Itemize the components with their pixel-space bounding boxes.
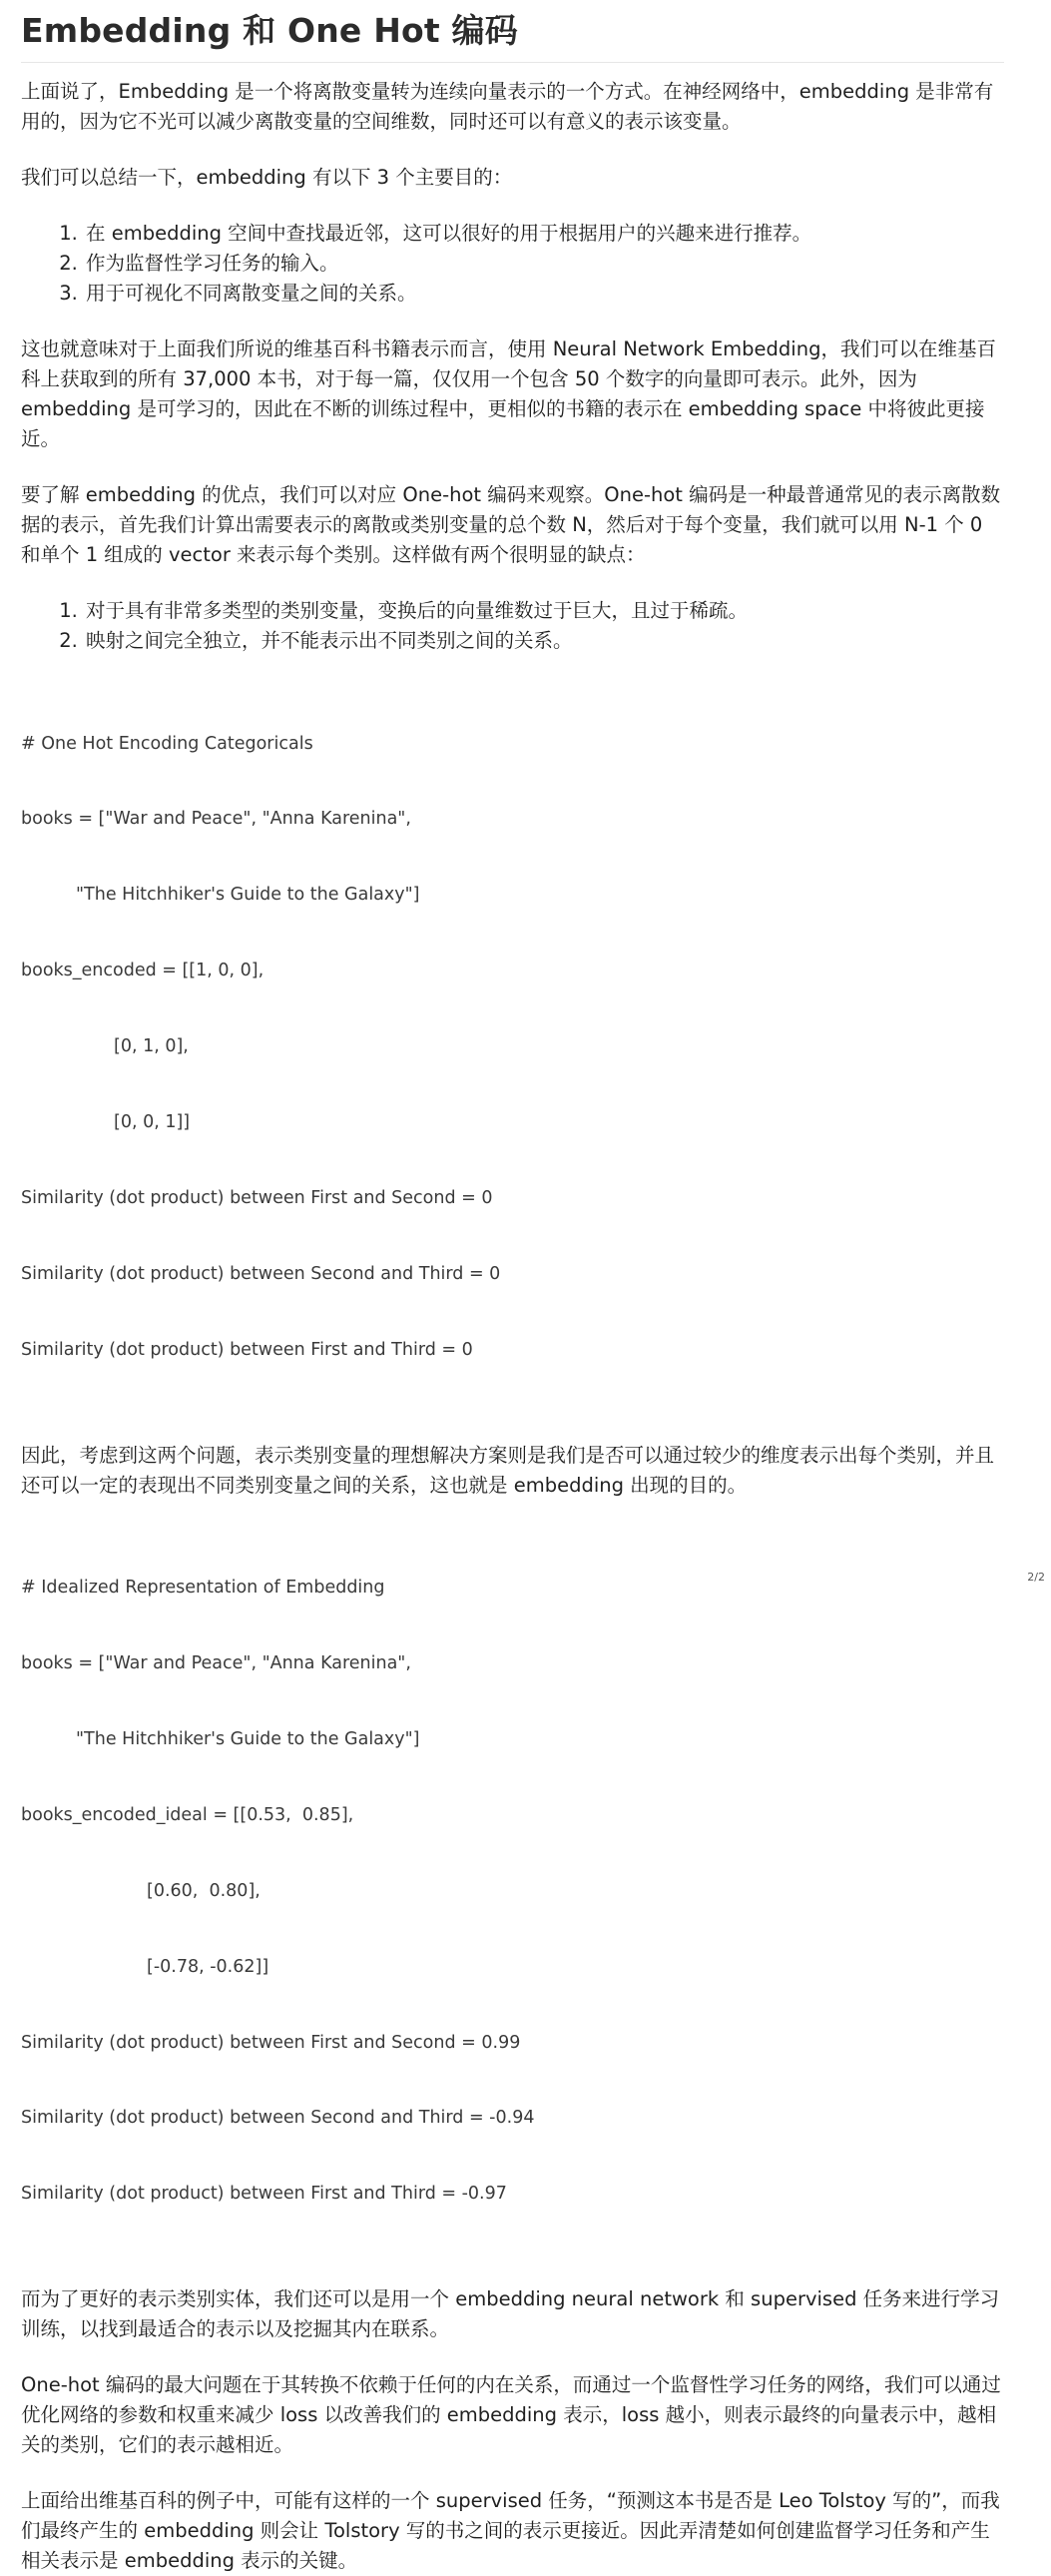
list-item: 1. 对于具有非常多类型的类别变量，变换后的向量维数过于巨大，且过于稀疏。 [84, 596, 1004, 626]
list-item: 2. 映射之间完全独立，并不能表示出不同类别之间的关系。 [84, 626, 1004, 656]
purpose-list [21, 219, 1004, 309]
tolstoy-paragraph: 上面给出维基百科的例子中，可能有这样的一个 supervised 任务，“预测这本书是否是 Leo Tolstoy 写的”，而我们最终产生的 embedding 则会让 Tolstory 写的书之间的表示更接近。因此弄清楚如何创建监督学习任务和产生相关表示是 embedding 表示的关键。 [21, 2489, 1000, 2573]
drawback-list [21, 596, 1004, 656]
optimization-paragraph: One-hot 编码的最大问题在于其转换不依赖于任何的内在关系，而通过一个监督性学习任务的网络，我们可以通过优化网络的参数和权重来减少 loss 以改善我们的 embedding 表示，loss 越小，则表示最终的向量表示中，越相关的类别，它们的表示越相近。 [21, 2373, 1001, 2457]
article [21, 0, 1004, 2576]
intro-paragraph: 上面说了，Embedding 是一个将离散变量转为连续向量表示的一个方式。在神经网络中，embedding 是非常有用的，因为它不光可以减少离散变量的空间维数，同时还可以有意义的表示该变量。 [21, 80, 994, 133]
wikipedia-paragraph: 这也就意味对于上面我们所说的维基百科书籍表示而言，使用 Neural Network Embedding，我们可以在维基百科上获取到的所有 37,000 本书，对于每一篇，仅仅用一个包含 50 个数字的向量即可表示。此外，因为 embedding 是可学习的，因此在不断的训练过程中，更相似的书籍的表示在 embedding space 中将彼此更接近。 [21, 337, 996, 450]
code-line: Similarity (dot product) between First and Third = 0 [21, 1339, 473, 1360]
summary-paragraph: 我们可以总结一下，embedding 有以下 3 个主要目的： [21, 166, 513, 189]
code-block-embedding [21, 1526, 1004, 2258]
code-block-onehot [21, 681, 1004, 1414]
code-line: books = ["War and Peace", "Anna Karenina", [21, 1653, 411, 1674]
page-title: Embedding 和 One Hot 编码 [21, 0, 1004, 63]
code-line: [-0.78, -0.62]] [147, 1956, 269, 1977]
code-line: Similarity (dot product) between First and Second = 0.99 [21, 2032, 521, 2053]
code-comment: # Idealized Representation of Embedding [21, 1578, 385, 1599]
list-item: 3. 用于可视化不同离散变量之间的关系。 [84, 279, 1004, 309]
list-item: 2. 作为监督性学习任务的输入。 [84, 249, 1004, 279]
onehot-paragraph: 要了解 embedding 的优点，我们可以对应 One-hot 编码来观察。One-hot 编码是一种最普通常见的表示离散数据的表示，首先我们计算出需要表示的离散或类别变量的总个数 N，然后对于每个变量，我们就可以用 N-1 个 0 和单个 1 组成的 vector 来表示每个类别。这样做有两个很明显的缺点： [21, 483, 1001, 566]
code-line: [0.60, 0.80], [147, 1880, 261, 1901]
list-item: 1. 在 embedding 空间中查找最近邻，这可以很好的用于根据用户的兴趣来进行推荐。 [84, 219, 1004, 249]
code-line: books_encoded_ideal = [[0.53, 0.85], [21, 1804, 354, 1825]
code-line: [0, 1, 0], [114, 1036, 189, 1057]
code-line: Similarity (dot product) between First and Second = 0 [21, 1187, 493, 1208]
code-line: books = ["War and Peace", "Anna Karenina", [21, 809, 411, 830]
code-line: [0, 0, 1]] [114, 1112, 191, 1133]
supervised-paragraph: 而为了更好的表示类别实体，我们还可以是用一个 embedding neural network 和 supervised 任务来进行学习训练，以找到最适合的表示以及挖掘其内在联系。 [21, 2287, 1000, 2341]
code-line: Similarity (dot product) between Second and Third = 0 [21, 1263, 501, 1284]
code-comment: # One Hot Encoding Categoricals [21, 733, 313, 754]
solution-paragraph: 因此，考虑到这两个问题，表示类别变量的理想解决方案则是我们是否可以通过较少的维度表示出每个类别，并且还可以一定的表现出不同类别变量之间的关系，这也就是 embedding 出现的目的。 [21, 1443, 995, 1497]
code-line: books_encoded = [[1, 0, 0], [21, 961, 264, 981]
page-number: 2/2 [1027, 1571, 1045, 1584]
code-line: "The Hitchhiker's Guide to the Galaxy"] [76, 885, 420, 906]
code-line: Similarity (dot product) between Second and Third = -0.94 [21, 2108, 535, 2129]
code-line: "The Hitchhiker's Guide to the Galaxy"] [76, 1728, 420, 1749]
code-line: Similarity (dot product) between First and Third = -0.97 [21, 2184, 507, 2205]
